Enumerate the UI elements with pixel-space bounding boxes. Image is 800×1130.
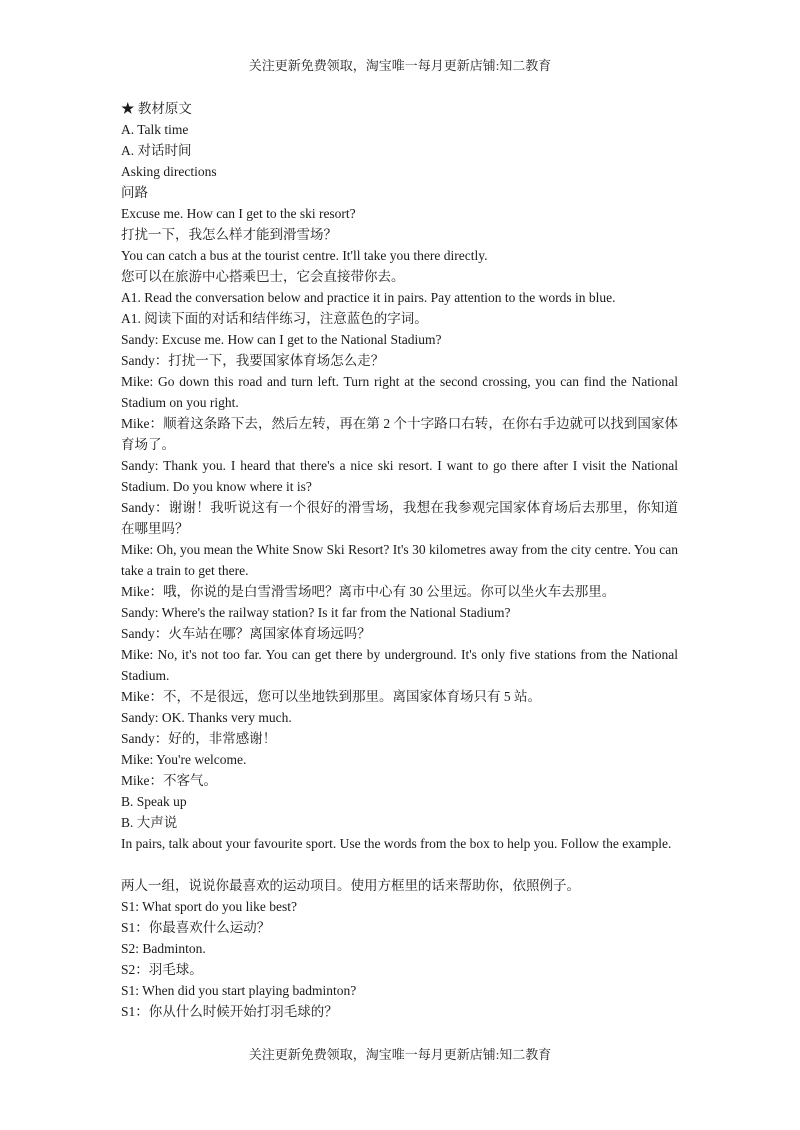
text-line: S2：羽毛球。	[121, 962, 203, 977]
text-line: A1. Read the conversation below and practice it in pairs. Pay attention to the words in blue.	[121, 290, 616, 305]
text-line: S2: Badminton.	[121, 941, 206, 956]
text-line: A. 对话时间	[121, 143, 192, 158]
text-line: Sandy: OK. Thanks very much.	[121, 710, 292, 725]
text-line: A. Talk time	[121, 122, 189, 137]
text-line: Mike：不，不是很远，您可以坐地铁到那里。离国家体育场只有 5 站。	[121, 689, 541, 704]
text-line: Sandy: Excuse me. How can I get to the National Stadium?	[121, 332, 442, 347]
text-line: Mike: No, it's not too far. You can get there by underground. It's only five stations from the National Stadium.	[121, 647, 678, 683]
text-line: Mike: You're welcome.	[121, 752, 247, 767]
text-line: 您可以在旅游中心搭乘巴士，它会直接带你去。	[121, 269, 405, 284]
text-line: B. 大声说	[121, 815, 178, 830]
text-line: S1: When did you start playing badminton?	[121, 983, 357, 998]
text-line: Mike: Oh, you mean the White Snow Ski Resort? It's 30 kilometres away from the city centre. You can take a train to get there.	[121, 542, 678, 578]
text-line: S1: What sport do you like best?	[121, 899, 297, 914]
text-line: 问路	[121, 185, 148, 200]
text-line: Mike：哦，你说的是白雪滑雪场吧？离市中心有 30 公里远。你可以坐火车去那里。	[121, 584, 616, 599]
text-line: You can catch a bus at the tourist centre. It'll take you there directly.	[121, 248, 488, 263]
text-line: S1：你从什么时候开始打羽毛球的？	[121, 1004, 338, 1019]
text-line: Excuse me. How can I get to the ski resort?	[121, 206, 356, 221]
text-line: Sandy: Where's the railway station? Is it far from the National Stadium?	[121, 605, 511, 620]
text-line: ★ 教材原文	[121, 101, 192, 116]
text-line: Mike: Go down this road and turn left. Turn right at the second crossing, you can find the National Stadium on you right.	[121, 374, 678, 410]
text-line: Sandy：好的，非常感谢！	[121, 731, 277, 746]
text-line: 打扰一下，我怎么样才能到滑雪场？	[121, 227, 337, 242]
text-line: Mike：不客气。	[121, 773, 217, 788]
text-line: Sandy: Thank you. I heard that there's a nice ski resort. I want to go there after I visit the National Stadium. Do you know where it is?	[121, 458, 678, 494]
text-line: 两人一组，说说你最喜欢的运动项目。使用方框里的话来帮助你，依照例子。	[121, 878, 580, 893]
text-line: B. Speak up	[121, 794, 187, 809]
text-line: Sandy：打扰一下，我要国家体育场怎么走？	[121, 353, 385, 368]
text-line: S1：你最喜欢什么运动？	[121, 920, 271, 935]
text-line: A1. 阅读下面的对话和结伴练习，注意蓝色的字词。	[121, 311, 428, 326]
text-line: Mike：顺着这条路下去，然后左转，再在第 2 个十字路口右转，在你右手边就可以找到国家体育场了。	[121, 416, 678, 452]
document-body	[121, 98, 678, 1022]
text-line: Asking directions	[121, 164, 217, 179]
text-line: Sandy：火车站在哪？离国家体育场远吗？	[121, 626, 371, 641]
page-footer: 关注更新免费领取，淘宝唯一每月更新店铺:知二教育	[248, 1047, 552, 1062]
text-line: In pairs, talk about your favourite sport. Use the words from the box to help you. Follow the example.	[121, 836, 672, 851]
text-line: Sandy：谢谢！我听说这有一个很好的滑雪场，我想在我参观完国家体育场后去那里，你知道在哪里吗？	[121, 500, 678, 536]
page-header: 关注更新免费领取，淘宝唯一每月更新店铺:知二教育	[248, 58, 552, 73]
